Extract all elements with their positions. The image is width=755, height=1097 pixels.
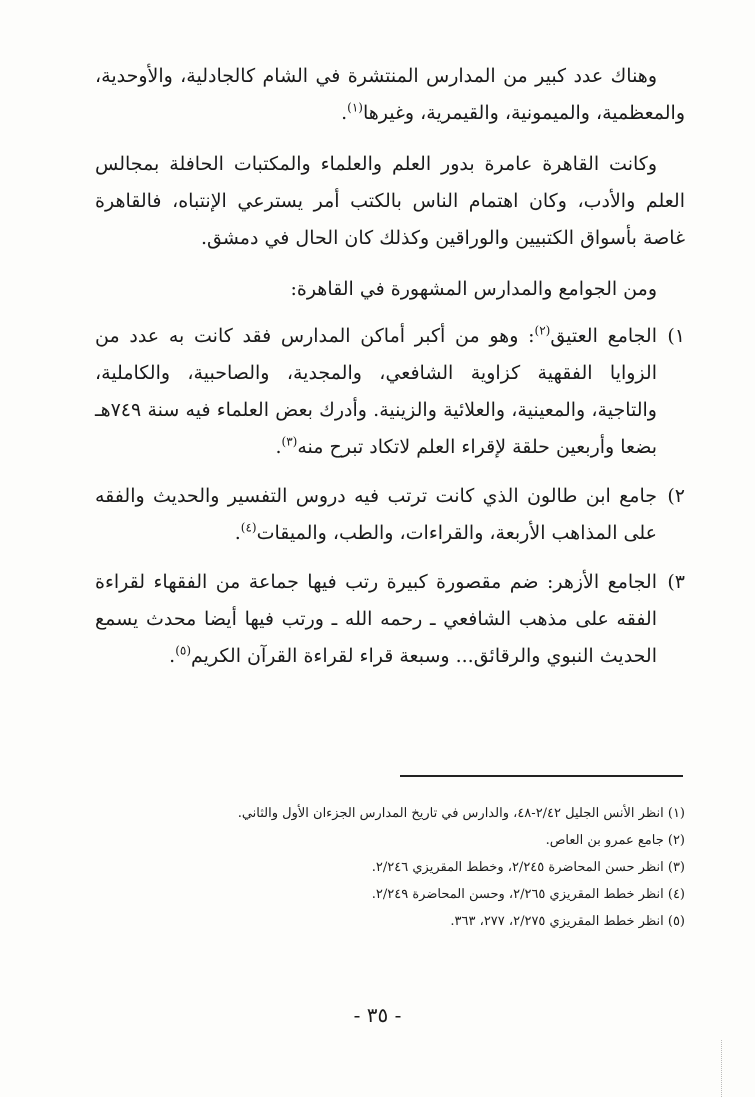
item-text: جامع ابن طالون الذي كانت ترتب فيه دروس التفسير والحديث والفقه على المذاهب الأربعة، والقراءات، والطب، والميقات — [95, 485, 657, 544]
paragraph — [95, 146, 685, 257]
main-text — [95, 58, 685, 687]
paragraph-text: وكانت القاهرة عامرة بدور العلم والعلماء والمكتبات الحافلة بمجالس العلم والأدب، وكان اهتمام الناس بالكتب أمر يسترعي الإنتباه، فالقاهرة غاصة بأسواق الكتبيين والوراقين وكذلك كان الحال في دمشق. — [95, 153, 685, 249]
footnote-ref: (١) — [347, 100, 363, 115]
list-item — [95, 478, 685, 552]
item-lead: الجامع العتيق — [550, 325, 657, 347]
item-tail: . — [169, 645, 176, 667]
footnotes — [200, 800, 685, 935]
item-tail: . — [234, 522, 241, 544]
item-text: الجامع الأزهر: ضم مقصورة كبيرة رتب فيها جماعة من الفقهاء لقراءة الفقه على مذهب الشافعي ـ رحمه الله ـ ورتب فيها أيضا محدث يسمع الحديث النبوي والرقائق... وسبعة قراء لقراءة القرآن الكريم — [95, 571, 657, 667]
footnote: (٤) انظر خطط المقريزي ٢/٢٦٥، وحسن المحاضرة ٢/٢٤٩. — [371, 887, 685, 902]
paragraph-tail: . — [341, 102, 348, 124]
item-number: ٣) — [667, 571, 685, 593]
paragraph-text: وهناك عدد كبير من المدارس المنتشرة في الشام كالجادلية، والأوحدية، والمعظمية، والميمونية، والقيمرية، وغيرها — [95, 65, 685, 124]
item-number: ١) — [667, 325, 685, 347]
item-number: ٢) — [667, 485, 685, 507]
footnote: (٢) جامع عمرو بن العاص. — [545, 833, 685, 848]
footnote: (٣) انظر حسن المحاضرة ٢/٢٤٥، وخطط المقريزي ٢/٢٤٦. — [371, 860, 685, 875]
list-heading: ومن الجوامع والمدارس المشهورة في القاهرة: — [290, 278, 657, 300]
item-tail: . — [275, 436, 282, 458]
paragraph — [95, 58, 685, 132]
item-text: : وهو من أكبر أماكن المدارس فقد كانت به عدد من الزوايا الفقهية كزاوية الشافعي، والمجدية، والصاحبية، والكاملية، والتاجية، والمعينية، والعلائية والزينية. وأدرك بعض العلماء فيه سنة ٧٤٩هـ بضعا وأربعين حلقة لإقراء العلم لاتكاد تبرح منه — [95, 325, 657, 458]
footnote-ref: (٥) — [175, 643, 192, 658]
footnote: (٥) انظر خطط المقريزي ٢/٢٧٥، ٢٧٧، ٣٦٣. — [450, 914, 685, 929]
list-item — [95, 318, 685, 466]
list-item — [95, 564, 685, 675]
footnote-ref: (٤) — [240, 520, 257, 535]
footnote-ref: (٣) — [281, 434, 298, 449]
page-number: - ٣٥ - — [353, 1003, 402, 1027]
footnote-ref: (٢) — [534, 323, 551, 338]
margin-divider — [721, 1040, 722, 1097]
footnote: (١) انظر الأنس الجليل ٢/٤٢-٤٨، والدارس في تاريخ المدارس الجزءان الأول والثاني. — [237, 806, 685, 821]
footnote-divider — [400, 775, 683, 777]
